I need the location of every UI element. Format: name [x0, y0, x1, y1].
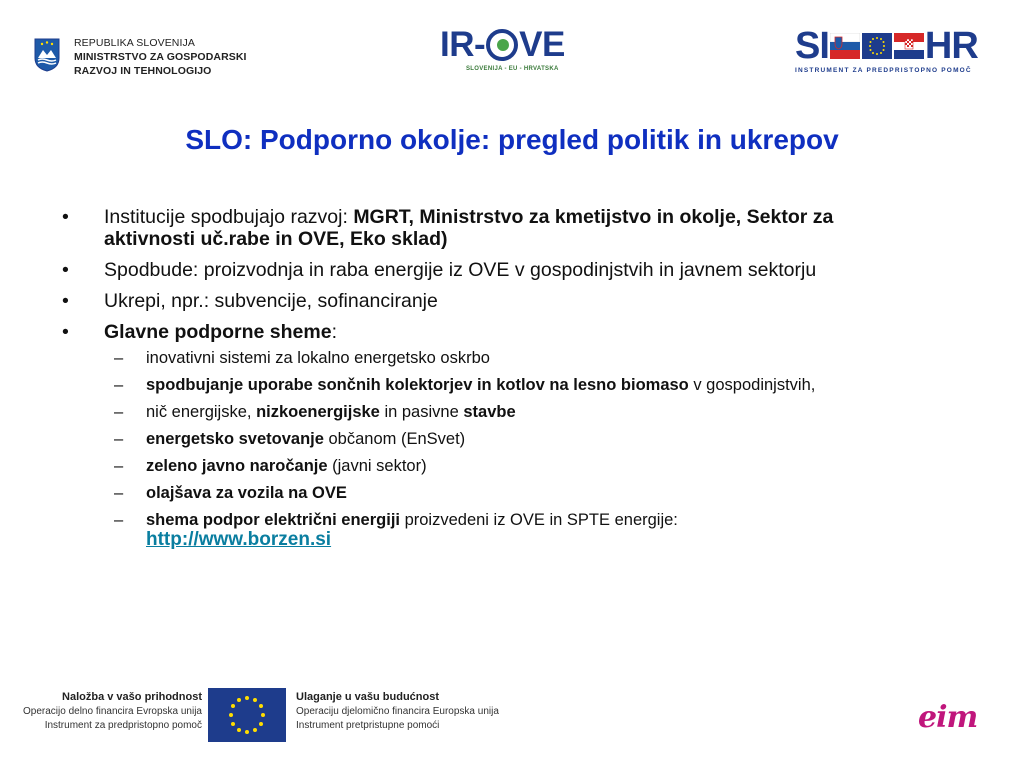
- eim-logo: eim: [918, 700, 978, 735]
- bullet-bold: Glavne podporne sheme: [104, 321, 332, 343]
- ministry-line-3: RAZVOJ IN TEHNOLOGIJO: [74, 65, 212, 77]
- sihr-logo: [795, 25, 995, 80]
- sub-bullet-text: [146, 457, 900, 476]
- borzen-link[interactable]: http://www.borzen.si: [146, 529, 332, 550]
- footer-right-line-2: Instrument pretpristupne pomoći: [296, 720, 440, 731]
- sub-bullet-marker: –: [114, 376, 124, 394]
- irove-logo-part-2: VE: [519, 25, 565, 64]
- sub-bullet-item: [60, 430, 900, 449]
- bullet-text: [104, 206, 900, 250]
- bullet-plain: :: [331, 321, 337, 343]
- footer-left-line-1: Operacijo delno financira Evropska unija: [23, 706, 202, 717]
- bullet-item: [60, 206, 900, 250]
- sub-bullet-marker: –: [114, 511, 124, 529]
- footer-croatian-text: [296, 690, 506, 733]
- sub-bullet-item: [60, 376, 900, 395]
- bullet-item: [60, 259, 900, 281]
- slovenia-flag-icon: [830, 33, 860, 59]
- croatia-flag-icon: [894, 33, 924, 59]
- sub-bullet-item: [60, 457, 900, 476]
- sihr-si-text: SI: [795, 25, 829, 67]
- slide-title: SLO: Podporno okolje: pregled politik in ukrepov: [185, 124, 839, 155]
- sub-bullet-plain: in pasivne: [379, 403, 464, 421]
- sub-bullet-bold: nizkoenergijske: [256, 403, 380, 421]
- globe-icon: [486, 29, 518, 61]
- sub-bullet-plain: proizvedeni iz OVE in SPTE energije:: [400, 511, 678, 529]
- ministry-logo: [34, 36, 247, 78]
- sub-bullet-marker: –: [114, 430, 124, 448]
- sub-bullet-plain: (javni sektor): [327, 457, 427, 475]
- sub-bullet-text: olajšava za vozila na OVE: [146, 484, 347, 502]
- slovenia-coat-of-arms-icon: [34, 38, 60, 72]
- sub-bullet-text: [146, 376, 900, 395]
- sihr-hr-text: HR: [924, 25, 978, 67]
- irove-subtitle: SLOVENIJA - EU - HRVATSKA: [466, 66, 559, 72]
- bullet-plain: Institucije spodbujajo razvoj:: [104, 206, 354, 228]
- bullet-text: Spodbude: proizvodnja in raba energije iz OVE v gospodinjstvih in javnem sektorju: [104, 259, 817, 281]
- sub-bullet-item: [60, 484, 900, 503]
- irove-logo-part-1: IR-: [440, 25, 486, 64]
- bullet-marker: •: [62, 290, 69, 312]
- sub-bullet-item: [60, 349, 900, 368]
- sihr-subtitle: INSTRUMENT ZA PREDPRISTOPNO POMOČ: [795, 67, 972, 74]
- bullet-marker: •: [62, 321, 69, 343]
- ministry-line-1: REPUBLIKA SLOVENIJA: [74, 37, 195, 49]
- sub-bullet-bold: spodbujanje uporabe sončnih kolektorjev in kotlov na lesno biomaso: [146, 376, 689, 394]
- sub-bullet-text: [146, 511, 900, 550]
- sub-bullet-marker: –: [114, 349, 124, 367]
- footer-right-line-1: Operaciju djelomično financira Europska unija: [296, 706, 499, 717]
- sub-bullet-plain: v gospodinjstvih,: [688, 376, 816, 394]
- eu-flag-icon: [862, 33, 892, 59]
- bullet-text: Ukrepi, npr.: subvencije, sofinanciranje: [104, 290, 438, 312]
- bullet-bold: MGRT, Ministrstvo za kmetijstvo in okolje, Sektor za aktivnosti uč.rabe in OVE, Eko sklad): [104, 206, 834, 250]
- sub-bullet-bold: energetsko svetovanje: [146, 430, 324, 448]
- sub-bullet-marker: –: [114, 484, 124, 502]
- sub-bullet-text: [146, 403, 900, 422]
- bullet-item: [60, 290, 900, 312]
- ministry-name: [74, 36, 247, 78]
- bullet-marker: •: [62, 206, 69, 228]
- sub-bullet-plain: nič energijske,: [146, 403, 257, 421]
- footer-left-heading: Naložba v vašo prihodnost: [62, 691, 202, 703]
- sub-bullet-bold: stavbe: [463, 403, 516, 421]
- bullet-text: [104, 321, 900, 343]
- sub-bullet-text: [146, 430, 900, 449]
- sub-bullet-bold: shema podpor električni energiji: [146, 511, 400, 529]
- footer-left-line-2: Instrument za predpristopno pomoč: [44, 720, 202, 731]
- sub-bullet-marker: –: [114, 403, 124, 421]
- sub-bullet-item: [60, 511, 900, 550]
- bullet-marker: •: [62, 259, 69, 281]
- ministry-line-2: MINISTRSTVO ZA GOSPODARSKI: [74, 51, 247, 63]
- bullet-item: [60, 321, 900, 343]
- sub-bullet-text: inovativni sistemi za lokalno energetsko oskrbo: [146, 349, 490, 367]
- footer-slovenian-text: [22, 690, 202, 733]
- footer-right-heading: Ulaganje u vašu budućnost: [296, 691, 440, 703]
- sub-bullet-item: [60, 403, 900, 422]
- eu-flag-icon: [208, 688, 286, 742]
- sub-bullet-plain: občanom (EnSvet): [323, 430, 466, 448]
- sub-bullet-bold: zeleno javno naročanje: [146, 457, 328, 475]
- irove-logo: [440, 26, 580, 80]
- bullet-list: [60, 206, 900, 558]
- sub-bullet-marker: –: [114, 457, 124, 475]
